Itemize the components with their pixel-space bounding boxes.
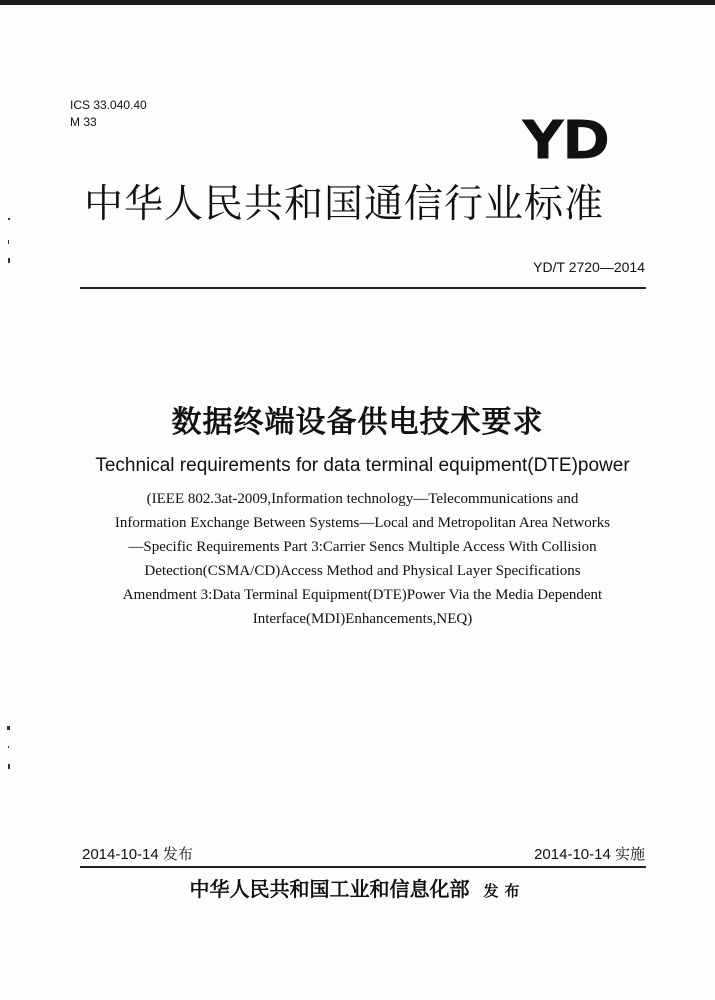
scan-speck bbox=[8, 746, 9, 748]
scan-speck bbox=[7, 726, 10, 730]
subtitle-line: Information Exchange Between Systems—Local and Metropolitan Area Networks bbox=[114, 515, 611, 531]
publisher-name: 中华人民共和国工业和信息化部 bbox=[189, 877, 470, 901]
scan-speck bbox=[8, 218, 10, 220]
footer-divider bbox=[80, 866, 646, 868]
ics-code: ICS 33.040.40 bbox=[70, 98, 147, 112]
header-divider bbox=[80, 287, 646, 289]
document-subtitle bbox=[0, 487, 715, 631]
subtitle-line: (IEEE 802.3at-2009,Information technology—Telecommunications and bbox=[146, 491, 579, 507]
implementation-date: 2014-10-14 实施 bbox=[534, 846, 645, 863]
document-title-chinese: 数据终端设备供电技术要求 bbox=[171, 405, 544, 440]
document-title-english: Technical requirements for data terminal equipment(DTE)power bbox=[95, 455, 630, 476]
yd-logo: YD bbox=[522, 108, 609, 172]
subtitle-line: Detection(CSMA/CD)Access Method and Physical Layer Specifications bbox=[144, 563, 581, 579]
subtitle-line: Amendment 3:Data Terminal Equipment(DTE)Power Via the Media Dependent bbox=[122, 587, 603, 603]
ccs-code: M 33 bbox=[70, 115, 97, 129]
issue-date: 2014-10-14 发布 bbox=[82, 846, 193, 863]
classification-codes bbox=[70, 97, 147, 131]
publisher-verb: 发布 bbox=[483, 882, 526, 900]
publisher-line bbox=[0, 874, 715, 906]
scan-speck bbox=[8, 240, 9, 244]
top-scan-border bbox=[0, 0, 715, 5]
standard-number: YD/T 2720—2014 bbox=[533, 259, 645, 275]
scan-speck bbox=[8, 258, 10, 263]
subtitle-line: —Specific Requirements Part 3:Carrier Sencs Multiple Access With Collision bbox=[128, 539, 597, 555]
standard-organization-title: 中华人民共和国通信行业标准 bbox=[84, 182, 605, 227]
subtitle-line: Interface(MDI)Enhancements,NEQ) bbox=[252, 611, 473, 627]
scan-speck bbox=[8, 764, 10, 769]
